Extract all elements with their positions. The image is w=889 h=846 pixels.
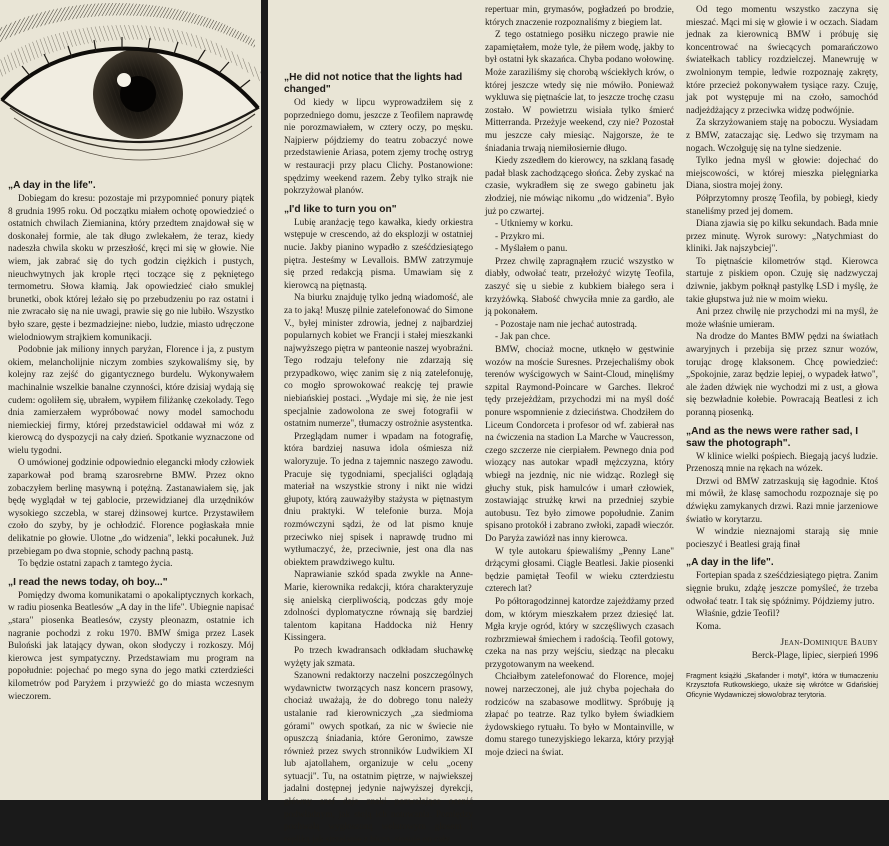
left-page bbox=[0, 0, 261, 800]
paragraph: Właśnie, gdzie Teofil? bbox=[696, 609, 780, 620]
author-signature: Jean-Dominique Bauby bbox=[780, 638, 878, 649]
dialogue-line: - Myślałem o panu. bbox=[495, 244, 568, 255]
section-heading: „And as the news were rather sad, I saw the photograph". bbox=[686, 425, 859, 449]
paragraph: Naprawianie szkód spada zwykle na Anne-Marie, kierownika redakcji, która charakteryzuje się anielską cierpliwością, podczas gdy moje zdolności dyplomatyczne równają się bardziej talentom kapitana Haddocka niż Henry Kissingera. bbox=[284, 570, 473, 644]
paragraph: Drzwi od BMW zatrzaskują się łagodnie. Ktoś mi mówił, że klasę samochodu rozpoznaje się po dźwięku zamykanych drzwi. Razi mnie jarzeniowe światło w korytarzu. bbox=[686, 476, 878, 525]
publication-credits: Fragment książki „Skafander i motyl", która w tłumaczeniu Krzysztofa Rutkowskiego, ukaże się wkrótce w Gdańskiej Oficynie Wydawniczej słowo/obraz terytoria. bbox=[686, 670, 878, 699]
paragraph: BMW, chociaż mocne, utknęło w gęstwinie wozów na moście Suresnes. Przejechaliśmy obok terenów wyścigowych w Saint-Cloud, minęliśmy szpital Raymond-Poincare w Garches. Ilekroć tędy przejeżdżam, przychodzi mi na myśl dość ponure wspomnienie z dzieciństwa. Chodziłem do Liceum Condorceta i profesor od wf. zabierał nas na ćwiczenia na stadion La Marche w Vaucresson, czego szczerze nie cierpiałem. Pewnego dnia pod wiozący nas autokar wpadł mężczyzna, który wbiegł na jezdnię, nic nie widząc. Rozległ się głuchy stuk, pisk hamulców i umarł człowiek, zostawiając strużkę krwi na przedniej szybie autobusu. Tez było zimowe popołudnie. Zanim spisano protokół i zabrano zwłoki, zapadł wieczór. Do Paryża zawiózł nas inny kierowca. bbox=[485, 345, 674, 544]
paragraph: Na biurku znajduję tylko jedną wiadomość, ale za to jaką! Muszę pilnie zatelefonować do Simone V., byłej minister zdrowia, jednej z najbardziej popularnych kobiet we Francji i stałej mieszkanki najwyższego piętra w panteonie naszej wyobraźni. Tego rodzaju telefony nie zdarzają się przypadkowo, więc zanim się z nią zatelefonuję, co mogło sprowokować reakcję tej prawie niebiańskiej postaci. „Wydaje mi się, że nie jest specjalnie zadowolona ze swej fotografii w ostatnim numerze", tłumaczy ostrożnie asystentka. bbox=[284, 293, 473, 430]
paragraph: To piętnaście kilometrów stąd. Kierowca startuje z piskiem opon. Czuję się nadzwyczaj dziwnie, jakbym połknął pastylkę LSD i myślę, że takie głupstwa już nie w moim wieku. bbox=[686, 256, 878, 305]
right-page bbox=[268, 0, 889, 845]
paragraph: To będzie ostatni zapach z tamtego życia. bbox=[18, 559, 173, 570]
paragraph: Od tego momentu wszystko zaczyna się mieszać. Mąci mi się w głowie i w oczach. Siadam jednak za kierownicą BMW i próbuję się koncentrować na świecących pomarańczowo światełkach tablicy rozdzielczej. Manewruję w zwolnionym tempie, ledwie rozpoznaję zakręty, które przecież pokonywałem tysiące razy. Czuję, jak pot występuje mi na czoło, samochód nadjeżdżający z przeciwka widzę podwójnie. bbox=[686, 5, 878, 116]
section-heading: „I read the news today, oh boy..." bbox=[8, 576, 168, 588]
paragraph: Po półtoragodzinnej katordze zajeżdżamy przed dom, w którym mieszkałem przez dziesięć lat. Mgła kryje ogród, który w szczęśliwych czasach rozbrzmiewał śmiechem i radością. Teofil gotowy, czeka na nas przy wejściu, siedząc na plecaku przygotowanym na weekend. bbox=[485, 596, 674, 670]
dialogue-line: - Jak pan chce. bbox=[495, 332, 551, 343]
paragraph: repertuar min, grymasów, pogładzeń po brodzie, których znaczenie rozpoznaliśmy z biegiem lat. bbox=[485, 5, 674, 28]
eye-illustration bbox=[0, 0, 261, 170]
paragraph: Przez chwilę zapragnąłem rzucić wszystko w diabły, odwołać teatr, przełożyć wizytę Teofila, zaszyć się u siebie z kubkiem białego sera i krzyżówką. Słabość chwyciła mnie za gardło, ale ją pokonałem. bbox=[485, 256, 674, 318]
paragraph: O umówionej godzinie odpowiednio elegancki młody człowiek zaparkował pod bramą szarosrebrne BMW. Przez okno zobaczyłem berlinę masywną i potężną. Zastanawiałem się, jak będę wyglądał w tej gablocie, przewidzianej dla urzędników wysokiego szczebla, w starej dżinsowej kurtce. Przystawiłem czoło do szyby, by je ochłodzić. Florence pogłaskała mnie delikatnie po głowie. Ulotne „do widzenia", lekki pocałunek. Już przebiegam po dwa stopnie, schody pachną pastą. bbox=[8, 458, 254, 557]
paragraph: Ani przez chwilę nie przychodzi mi na myśl, że może właśnie umieram. bbox=[686, 307, 878, 330]
section-heading: „A day in the life". bbox=[8, 180, 96, 191]
paragraph: Na drodze do Mantes BMW pędzi na światłach awaryjnych i przebija się przez sznur wozów, torując drogę klaksonem. Chcę powiedzieć: „Spokojnie, zaraz będzie lepiej, o wypadek łatwo", ale żaden dźwięk nie wychodzi mi z ust, a głowa się bezwładnie kołebie. Powracają Beatlesi z ich poranną piosenką. bbox=[686, 332, 878, 418]
column-3 bbox=[485, 4, 674, 760]
paragraph: Pomiędzy dwoma komunikatami o apokaliptycznych korkach, w radiu piosenka Beatlesów „A day in the life". Ubiegnie napisać „stara" piosenka Beatlesów, czysty pleonazm, ostatnie ich nagranie pochodzi z roku 1970. BMW śmiga przez Lasek Buloński jak latający dywan, okon słodyczy i rozkoszy. Mój kierowca jest sympatyczny. Przedstawiam mu program na popołudnie: pojechać po mego syna do jego matki czterdzieści kilometrów pod Paryżem i przywieźć go do miasta wczesnym wieczorem. bbox=[8, 590, 254, 702]
paragraph: Koma. bbox=[696, 621, 722, 632]
paragraph: Za skrzyżowaniem staję na poboczu. Wysiadam z BMW, zataczając się. Ledwo się trzymam na nogach. Wczołguję się na tylne siedzenie. bbox=[686, 118, 878, 154]
section-heading: „I'd like to turn you on" bbox=[284, 203, 397, 215]
column-4 bbox=[686, 4, 878, 699]
paragraph: Podobnie jak miliony innych paryżan, Florence i ja, z pustym okiem, melancholijnie niczym zombies szykowaliśmy się, by kolejny raz zejść do gigantycznego burdelu. Wykonywałem machinalnie wszelkie banalne czynności, które dzisiaj wydają się cudem: ogoliłem się, ubrałem, wypiłem filiżankę czekolady. Tego dnia zamierzałem wypróbować nowy model samochodu niemieckiej firmy, której przedstawiciel oddawał mi wóz z kierowcą do dyspozycji na cały dzień. Spotkanie wyznaczone od wielu tygodni. bbox=[8, 345, 254, 456]
paragraph: Dobiegam do kresu: pozostaje mi przypomnieć ponury piątek 8 grudnia 1995 roku. Od początku miałem ochotę opowiedzieć o ostatnich chwilach Ziemianina, który przedtem znajdował się w doskonałej formie, ale tak długo zwlekałem, że teraz, kiedy nadeszła chwila skoku w przeszłość, kręci mi się w głowie. Nie wiem, jak zabrać się do tych godzin ciężkich i pustych, nieuchwytnych jak krople rtęci toczące się z pękniętego termometru. Słowa kłamią. Jak opowiedzieć ciało smuklej brunetki, obok której leżało się po przebudzeniu po raz ostatni i nie zwracało się na nie uwagi, prawie się go nie lubiło. Wszystko było szare, gęste i bezmadziejne: niebo, ludzie, miasto udręczone wielodniowym strajkiem komunikacji. bbox=[8, 194, 254, 343]
paragraph: Diana zjawia się po kilku sekundach. Bada mnie przez minutę. Wyrok surowy: „Natychmiast do kliniki. Jak najszybciej". bbox=[686, 219, 878, 255]
paragraph: Po trzech kwadransach odkładam słuchawkę wyżęty jak szmata. bbox=[284, 645, 473, 669]
paragraph: Przeglądam numer i wpadam na fotografię, która bardziej nasuwa idola ośmiesza niż waloryzuje. To jedna z tajemnic naszego zawodu. Pracuje się tygodniami, specjaliści oglądają materiał na wszystkie strony i nikt nie widzi głupoty, którą zauważyłby stażysta w piętnastym dniu praktyki. W telefonie burza. Moja rozmówczyni sądzi, że od lat pismo knuje przeciwko niej spisek i naprawdę trudno mi wytłumaczyć, że, przeciwnie, jest ona dla nas obiektem prawdziwego kultu. bbox=[284, 431, 473, 568]
paragraph: Kiedy zszedłem do kierowcy, na szklaną fasadę padał blask zachodzącego słońca. Żeby zyskać na czasie, wykradłem się ze swego gabinetu jak złodziej, nie mówiąc nikomu „do widzenia". Było już po czwartej. bbox=[485, 156, 674, 217]
paragraph: Od kiedy w lipcu wyprowadziłem się z poprzedniego domu, jeszcze z Teofilem naprawdę nie porozmawiałem, w cztery oczy, po męsku. Najpierw pójdziemy do teatru zobaczyć nowe przedstawienie Ariasa, potem zjemy trochę ostryg w restauracji przy placu Clichy. Postanowione: spędzimy weekend razem. Żeby tylko strajk nie pokrzyżował planów. bbox=[284, 98, 473, 197]
paragraph: Z tego ostatniego posiłku niczego prawie nie zapamiętałem, może tyle, że piłem wodę, jakby to był ostatni łyk skazańca. Chyba podano wołowinę. Może zaraziliśmy się chorobą wściekłych krów, o której jeszcze wtedy się nie mówiło. Ponieważ wykluwa się piętnaście lat, to jeszcze trochę czasu zostało. W powietrzu wisiała tylko śmierć Mitterranda. Przeżyje weekend, czy nie? Pozostał mu jeszcze cały miesiąc. Najgorsze, że te śniadania trwają niemiłosiernie długo. bbox=[485, 30, 674, 154]
paragraph: Półprzytomny proszę Teofila, by pobiegł, kiedy staneliśmy przed jej domem. bbox=[686, 193, 878, 217]
section-heading: „He did not notice that the lights had changed" bbox=[284, 72, 463, 95]
section-heading: „A day in the life". bbox=[686, 557, 774, 569]
dialogue-line: - Przykro mi. bbox=[495, 231, 545, 242]
paragraph: Chciałbym zatelefonować do Florence, mojej nowej narzeczonej, ale już chyba pojechała do rodziców na szabasowe modlitwy. Spróbuję ją złapać po teatrze. Raz tylko byłem świadkiem żydowskiego rytuału. To było w Montainville, w domu starego tunezyjskiego lekarza, który przyjął moje dzieci na świat. bbox=[485, 672, 674, 759]
paragraph: W windzie nieznajomi starają się mnie pocieszyć i Beatlesi grają finał bbox=[686, 527, 878, 550]
dialogue-line: - Pozostaje nam nie jechać autostradą. bbox=[495, 319, 637, 330]
column-2 bbox=[284, 66, 473, 846]
paragraph: Lubię aranżację tego kawałka, kiedy orkiestra wstępuje w crescendo, aż do eksplozji w ostatniej nucie. Jakby pianino wypadło z sześćdziesiątego piętra. Jesteśmy w Levallois. BMW zatrzymuje się przed redakcją pisma. Umawiam się z kierowcą na piętnastą. bbox=[284, 217, 473, 291]
paragraph: W klinice wielki pośpiech. Biegają jacyś ludzie. Przenoszą mnie na rękach na wózek. bbox=[686, 451, 878, 475]
paragraph: Szanowni redaktorzy naczelni poszczególnych wydawnictw tworzących nasz koncern prasowy, chociaż uważają, że do dobrego tonu należy ustalanie rad kierowniczych „za siedmioma górami" owych spotkań, za nic w świecie nie opuszczą śniadania, które Geronimo, zawsze również przez swych stronników Ludwikiem XI lub ajatollahem, organizuje w celu „oceny sytuacji". Tu, na ostatnim piętrze, w najwiekszej jadalni dostępnej jedynie najwyższej dyrekcji, główny szef daje znaki pozwalające ocenić podwładnym, jak stoją ich notowania. Pomiędzy pochwałą wygłoszoną welurowym głosem i repliką jak strzelanie z bicza, stosuje on cały bbox=[284, 671, 473, 845]
paragraph: Tylko jedna myśl w głowie: dojechać do miejscowości, w której mieszka pielęgniarka Diana, siostra mojej żony. bbox=[686, 156, 878, 192]
paragraph: Fortepian spada z sześćdziesiątego piętra. Zanim sięgnie bruku, zdążę jeszcze pomyśleć, że trzeba odwołać teatr. I tak się spóźnimy. Pójdziemy jutro. bbox=[686, 571, 878, 607]
column-1 bbox=[8, 174, 254, 703]
paragraph: W tyle autokaru śpiewaliśmy „Penny Lane" drżącymi głosami. Ciągle Beatlesi. Jakie piosenki będzie pamiętał Teofil w wieku czterdziestu czterech lat? bbox=[485, 546, 674, 595]
dialogue-line: - Utkniemy w korku. bbox=[495, 219, 573, 230]
signature-place-date: Berck-Plage, lipiec, sierpień 1996 bbox=[751, 650, 878, 661]
